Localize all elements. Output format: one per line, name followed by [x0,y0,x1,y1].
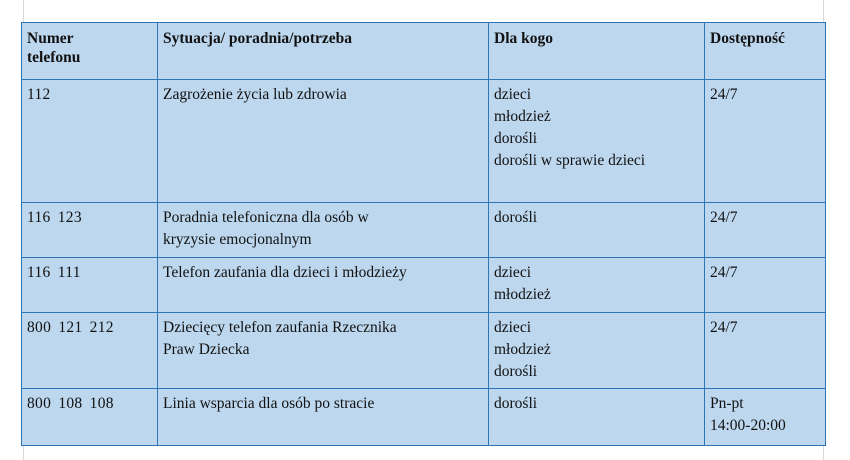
availability-cell [705,80,826,203]
availability-cell [705,258,826,313]
helpline-table [21,22,826,446]
header-situation: Sytuacja/ poradnia/potrzeba [158,23,489,80]
availability-line: 24/7 [710,319,738,336]
table-row [22,203,826,258]
availability-cell [705,389,826,446]
header-phone-number-line: telefonu [27,49,81,66]
for-whom-line: dorośli [494,395,538,412]
for-whom-line: dzieci [494,86,532,103]
for-whom-line: dorośli [494,130,538,147]
header-phone-number-line: Numer [27,30,74,47]
phone-number-cell: 116 123 [22,203,158,258]
table-row [22,80,826,203]
situation-line: Poradnia telefoniczna dla osób w [163,209,369,226]
situation-line: Linia wsparcia dla osób po stracie [163,395,375,412]
for-whom-line: młodzież [494,286,551,303]
page-edge-left [23,0,24,22]
for-whom-line: dzieci [494,319,532,336]
availability-cell [705,313,826,389]
for-whom-line: młodzież [494,108,551,125]
table-row [22,258,826,313]
situation-cell [158,203,489,258]
for-whom-cell [489,80,705,203]
situation-line: Zagrożenie życia lub zdrowia [163,86,347,103]
availability-line: Pn-pt [710,395,744,412]
situation-line: Telefon zaufania dla dzieci i młodzieży [163,264,407,281]
header-for-whom: Dla kogo [489,23,705,80]
for-whom-line: dorośli [494,363,538,380]
header-availability: Dostępność [705,23,826,80]
phone-number-cell: 112 [22,80,158,203]
page-edge-left-bottom [23,446,24,460]
availability-line: 24/7 [710,86,738,103]
availability-line: 24/7 [710,264,738,281]
for-whom-line: dorośli w sprawie dzieci [494,152,646,169]
for-whom-cell [489,389,705,446]
availability-line: 24/7 [710,209,738,226]
phone-number-cell: 800 121 212 [22,313,158,389]
situation-line: kryzysie emocjonalnym [163,231,312,248]
situation-cell [158,80,489,203]
header-phone-number [22,23,158,80]
situation-cell [158,389,489,446]
for-whom-line: młodzież [494,341,551,358]
phone-number-cell: 800 108 108 [22,389,158,446]
table-row [22,389,826,446]
availability-cell [705,203,826,258]
for-whom-line: dorośli [494,209,538,226]
situation-cell [158,258,489,313]
table-row [22,313,826,389]
for-whom-cell [489,203,705,258]
for-whom-cell [489,313,705,389]
availability-line: 14:00-20:00 [710,417,786,434]
situation-line: Dziecięcy telefon zaufania Rzecznika [163,319,397,336]
situation-cell [158,313,489,389]
situation-line: Praw Dziecka [163,341,250,358]
table-header-row [22,23,826,80]
for-whom-cell [489,258,705,313]
phone-number-cell: 116 111 [22,258,158,313]
for-whom-line: dzieci [494,264,532,281]
